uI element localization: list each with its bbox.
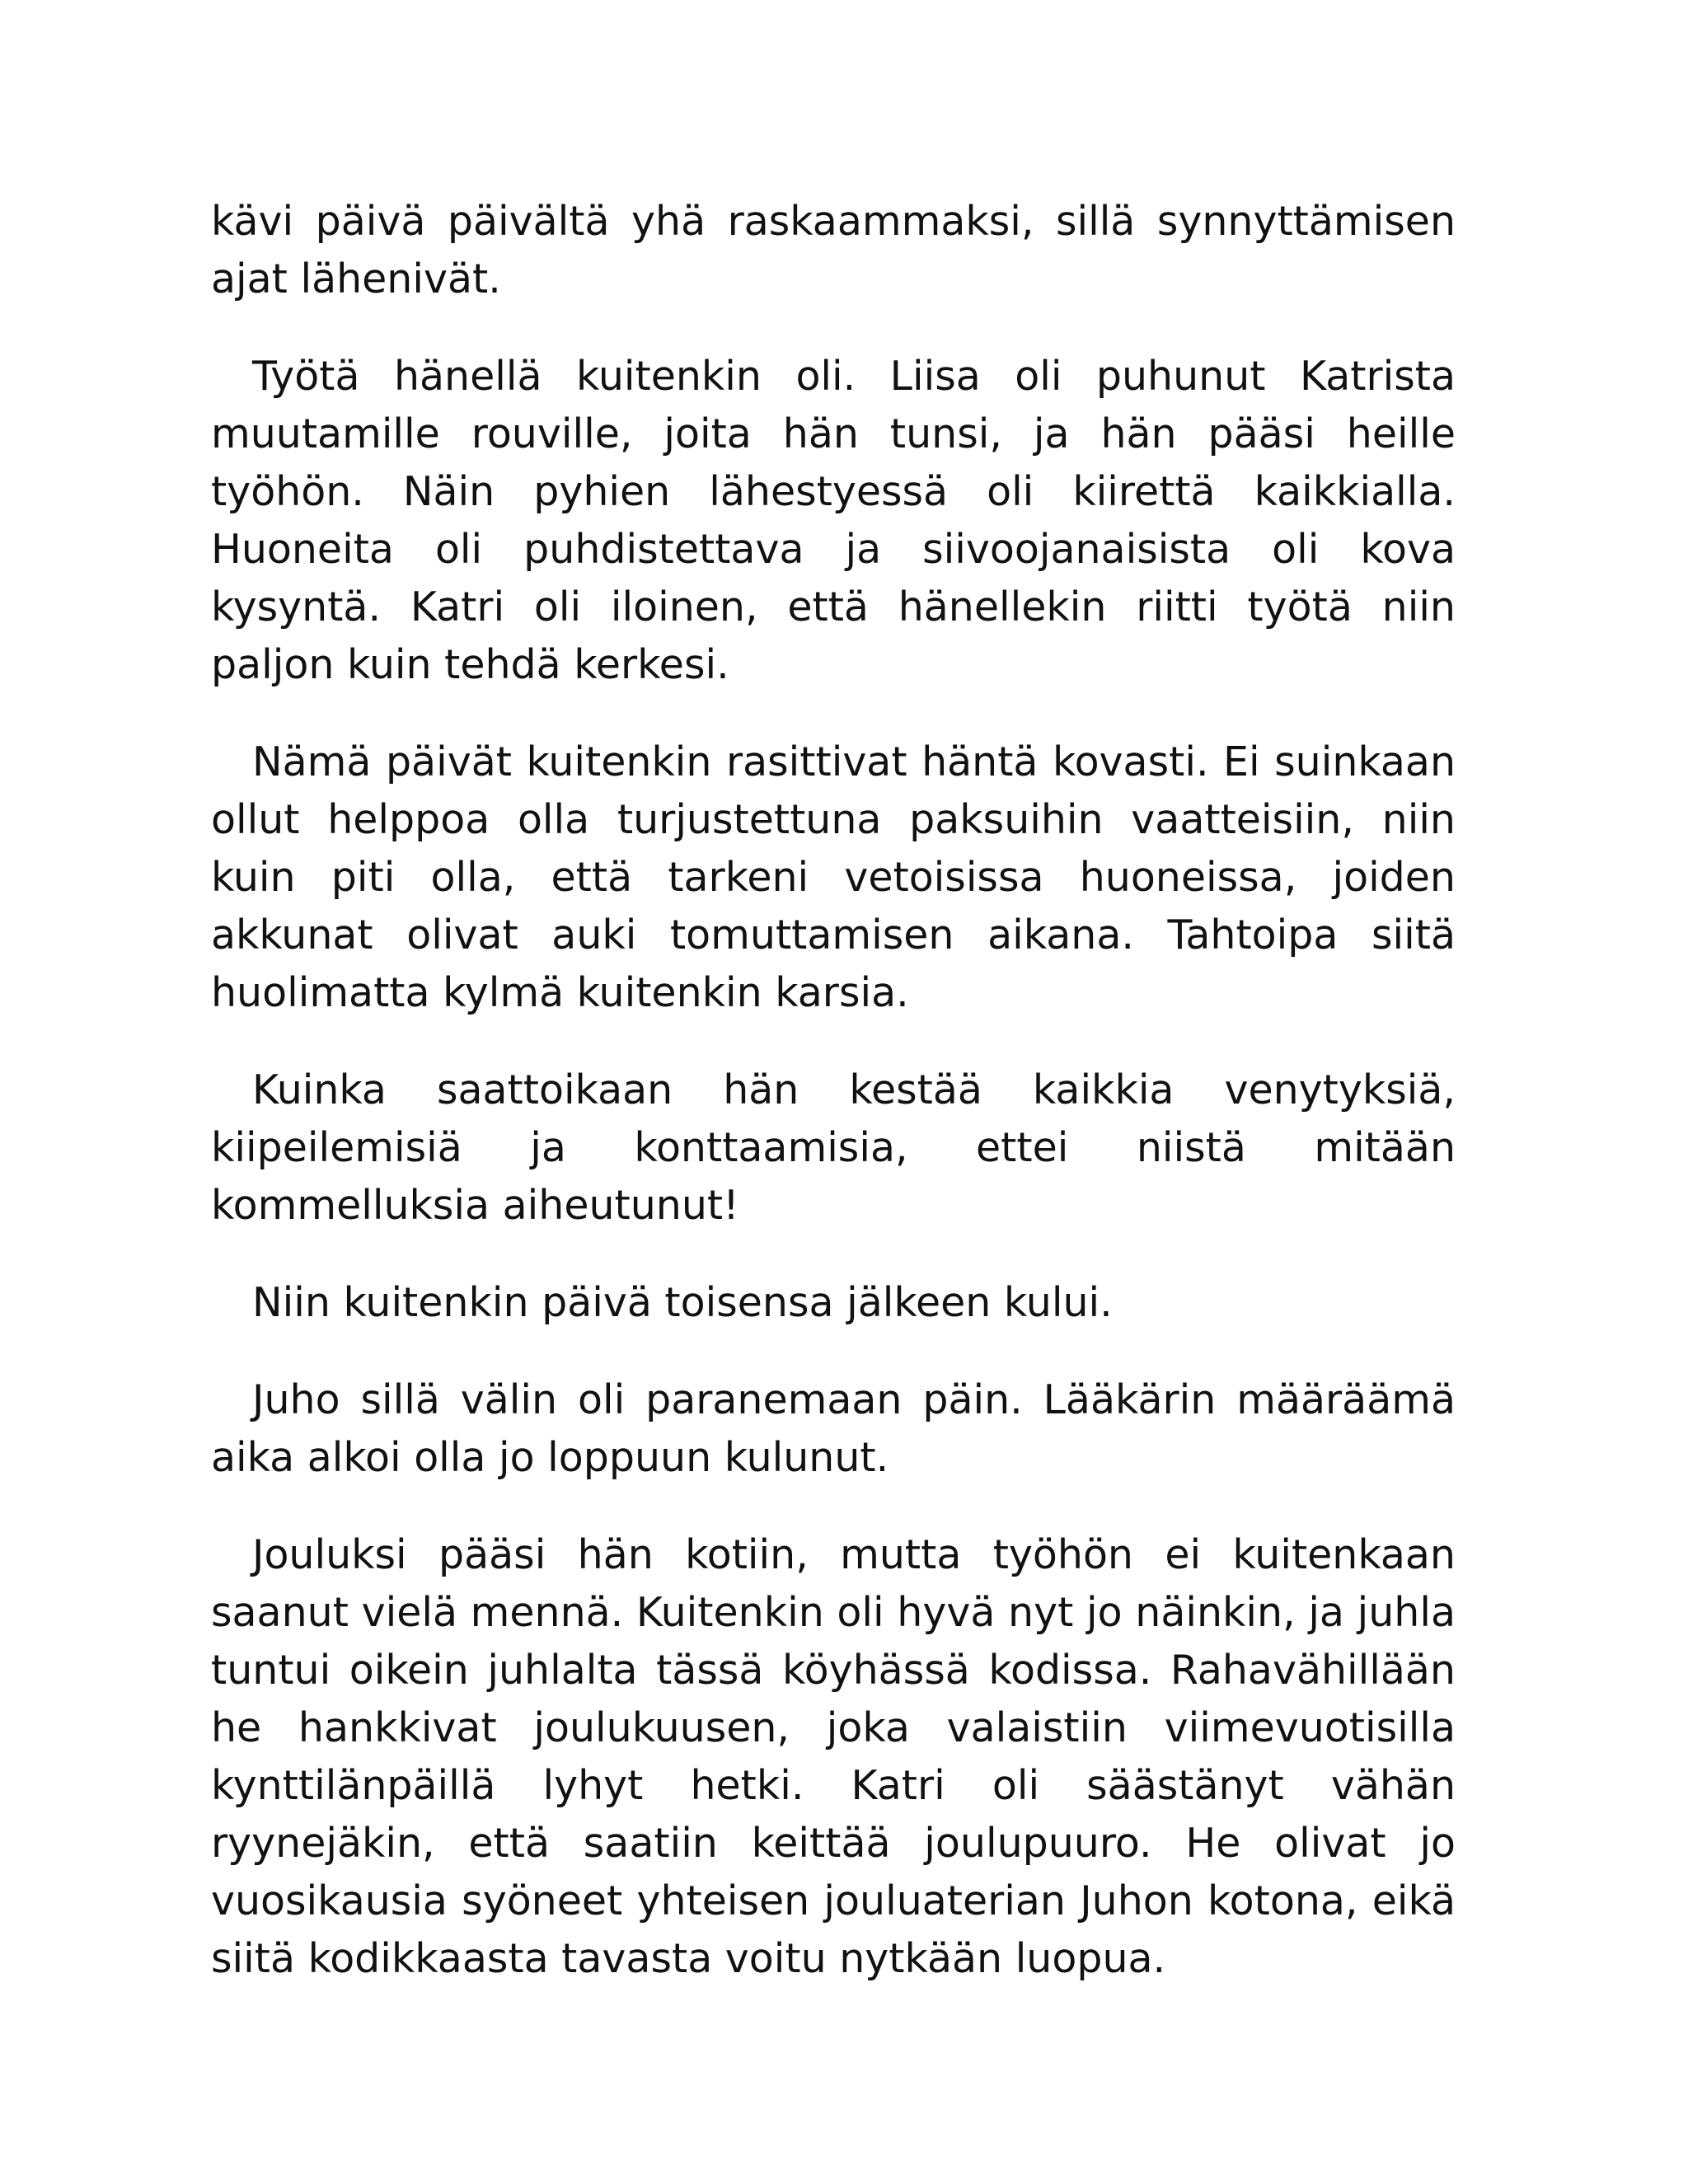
- paragraph: Jouluksi pääsi hän kotiin, mutta työhön ei kuitenkaan saanut vielä mennä. Kuitenkin oli hyvä nyt jo näinkin, ja juhla tuntui oikein juhlalta tässä köyhässä kodissa. Rahavähillään he hankkivat joulukuusen, joka valaistiin viimevuotisilla kynttilänpäillä lyhyt hetki. Katri oli säästänyt vähän ryynejäkin, että saatiin keittää joulupuuro. He olivat jo vuosikausia syöneet yhteisen jouluaterian Juhon kotona, eikä siitä kodikkaasta tavasta voitu nytkään luopua.: [211, 1531, 1456, 1982]
- paragraph: Juho sillä välin oli paranemaan päin. Lääkärin määräämä aika alkoi olla jo loppuun kulunut.: [211, 1376, 1456, 1481]
- paragraph: Nämä päivät kuitenkin rasittivat häntä kovasti. Ei suinkaan ollut helppoa olla turjustettuna paksuihin vaatteisiin, niin kuin piti olla, että tarkeni vetoisissa huoneissa, joiden akkunat olivat auki tomuttamisen aikana. Tahtoipa siitä huolimatta kylmä kuitenkin karsia.: [211, 738, 1456, 1016]
- paragraph: Työtä hänellä kuitenkin oli. Liisa oli puhunut Katrista muutamille rouville, joita hän tunsi, ja hän pääsi heille työhön. Näin pyhien lähestyessä oli kiirettä kaikkialla. Huoneita oli puhdistettava ja siivoojanaisista oli kova kysyntä. Katri oli iloinen, että hänellekin riitti työtä niin paljon kuin tehdä kerkesi.: [211, 353, 1456, 688]
- paragraph-continued: kävi päivä päivältä yhä raskaammaksi, sillä synnyttämisen ajat lähenivät.: [211, 198, 1456, 302]
- body-text: [211, 193, 1456, 2027]
- paragraph: Kuinka saattoikaan hän kestää kaikkia venytyksiä, kiipeilemisiä ja konttaamisia, ettei niistä mitään kommelluksia aiheutunut!: [211, 1066, 1456, 1229]
- paragraph: Niin kuitenkin päivä toisensa jälkeen kului.: [252, 1279, 1113, 1326]
